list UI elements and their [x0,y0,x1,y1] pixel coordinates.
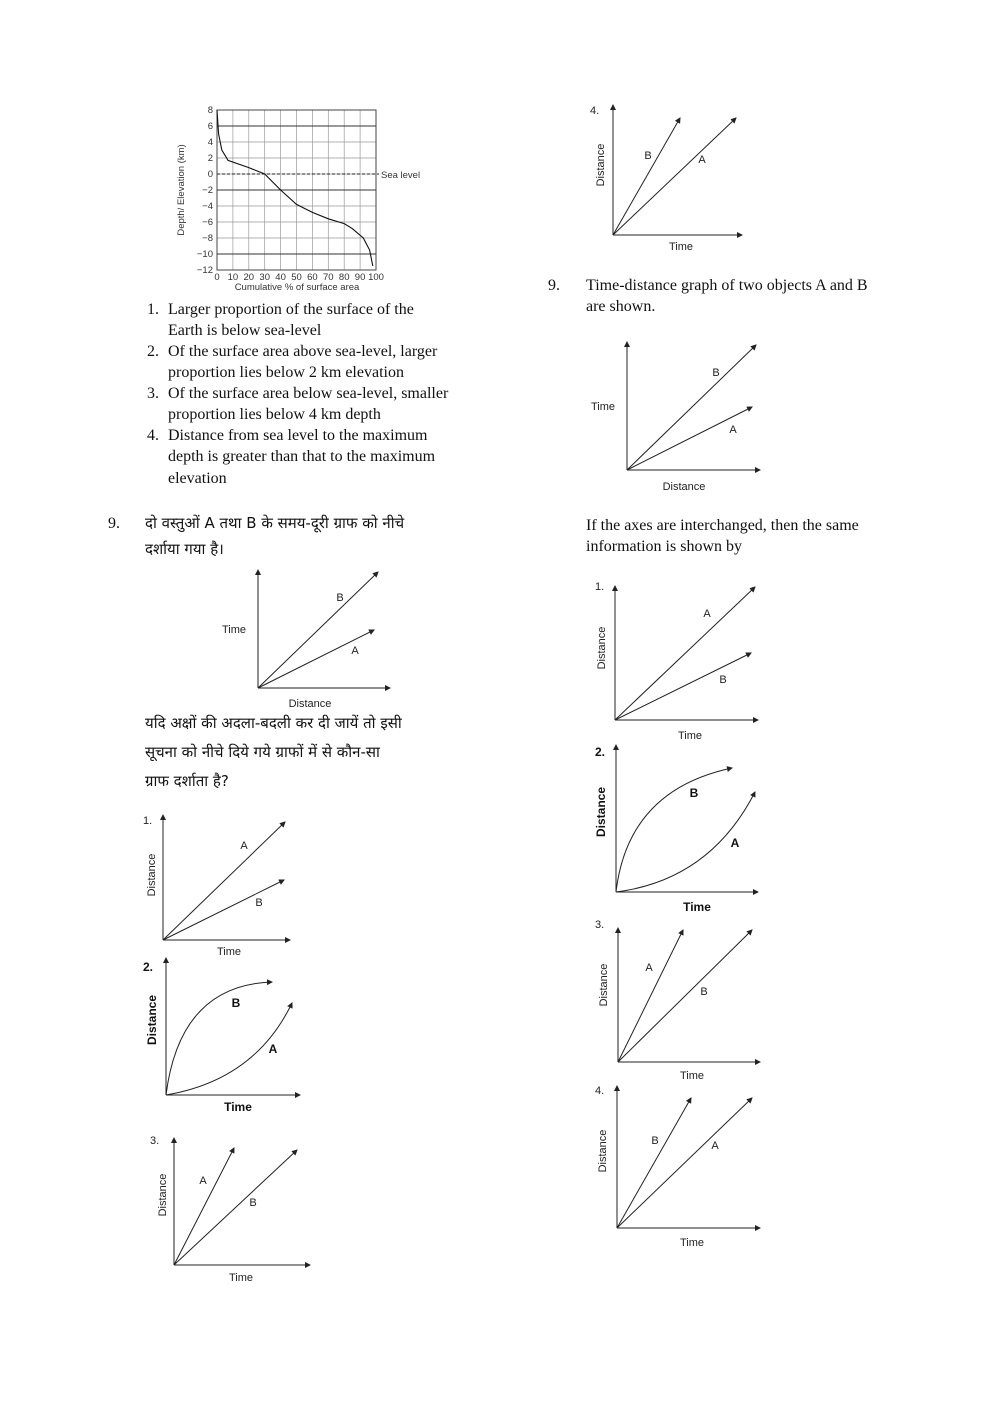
y-axis-label: Distance [146,853,158,897]
label-object-b: B [719,674,727,686]
statement-text: depth is greater than that to the maximum [168,448,436,465]
line-object-a [617,1098,752,1228]
x-axis-label: Cumulative % of surface area [234,282,360,293]
line-object-a [618,930,683,1062]
sea-level-label: Sea level [381,170,421,181]
graph-l-ref [222,570,390,710]
statement-text: elevation [168,470,227,487]
x-tick-label: 90 [354,272,366,283]
y-tick-label: 6 [207,121,213,132]
graph-l-opt1 [143,815,290,958]
question-number: 9. [548,277,560,294]
line-object-b [613,118,680,235]
y-axis-label: Distance [594,786,608,838]
y-tick-label: 0 [207,169,213,180]
x-axis-label: Time [228,1272,254,1284]
y-axis-label: Distance [596,626,608,670]
x-axis-label: Time [224,1100,252,1114]
option-number: 4. [590,105,600,117]
line-object-a [613,118,736,235]
label-object-b: B [249,1197,257,1209]
x-axis-label: Distance [662,481,706,493]
x-axis-label: Distance [288,698,332,710]
line-object-b [174,1150,297,1265]
line-object-b [617,1098,691,1228]
label-object-a: A [729,424,737,436]
x-tick-label: 100 [368,272,384,283]
y-tick-label: −6 [202,217,213,228]
graph-r-top4 [590,105,742,253]
label-object-b: B [700,986,708,998]
statement-list [147,301,449,487]
graph-l-opt3 [150,1135,310,1284]
graph-r-ref [591,342,760,493]
line-object-b [163,880,284,940]
option-number: 2. [595,745,606,759]
line-object-b [616,768,732,892]
y-axis-label: Depth/ Elevation (km) [176,144,187,236]
line-object-a [258,630,374,688]
statement-number: 2. [147,343,159,360]
option-number: 4. [595,1085,605,1097]
y-tick-label: 4 [207,137,213,148]
label-object-a: A [711,1140,719,1152]
statement-text: Larger proportion of the surface of the [168,301,414,318]
x-axis-label: Time [668,241,694,253]
x-tick-label: 50 [291,272,302,283]
x-axis-label: Time [683,900,711,914]
x-axis-label: Time [679,1070,705,1082]
question-text: are shown. [586,298,656,315]
line-object-a [615,587,755,720]
label-object-b: B [255,897,263,909]
x-axis-label: Time [677,730,703,742]
label-object-a: A [730,836,740,850]
statement-number: 3. [147,385,159,402]
graph-l-opt2 [143,958,300,1114]
statement-text: Of the surface area below sea-level, smaller [168,385,449,402]
y-axis-label: Distance [145,994,159,1046]
label-object-b: B [644,150,652,162]
y-tick-label: 8 [207,105,213,116]
label-object-a: A [698,154,706,166]
y-axis-label: Distance [595,143,607,187]
x-tick-label: 20 [243,272,255,283]
data-series-curve [217,110,373,266]
x-tick-label: 30 [259,272,270,283]
line-object-b [615,653,751,720]
line-object-b [618,930,752,1062]
label-object-a: A [645,962,653,974]
x-tick-label: 0 [214,272,220,283]
statement-text: Earth is below sea-level [168,322,322,339]
option-number: 3. [595,919,605,931]
statement-text: Of the surface area above sea-level, larger [168,343,438,360]
label-object-a: A [351,645,359,657]
y-axis-label: Distance [598,963,610,1007]
y-axis-label: Time [221,624,247,636]
line-object-a [174,1148,234,1265]
label-object-a: A [268,1042,278,1056]
label-object-b: B [336,592,344,604]
statement-number: 1. [147,301,159,318]
label-object-b: B [712,367,720,379]
line-object-a [627,407,752,470]
y-tick-label: −8 [202,233,213,244]
question-9-hindi [108,514,405,790]
question-number: 9. [108,515,120,532]
y-tick-label: −4 [202,201,213,212]
graph-r-opt1 [595,581,758,742]
x-axis-label: Time [216,946,242,958]
y-axis-label: Distance [597,1129,609,1173]
question-text: दो वस्तुओं A तथा B के समय-दूरी ग्राफ को नीचे [145,514,405,532]
hypsometric-chart [176,105,420,293]
label-object-a: A [199,1175,207,1187]
y-axis-label: Distance [157,1173,169,1217]
graph-r-opt4 [595,1085,760,1249]
label-object-a: A [703,608,711,620]
question-text: ग्राफ दर्शाता है? [145,772,229,790]
y-tick-label: −10 [196,249,213,260]
question-text: Time-distance graph of two objects A and B [586,277,868,294]
line-object-b [627,345,756,470]
question-text: यदि अक्षों की अदला-बदली कर दी जायें तो इसी [145,714,402,732]
label-object-b: B [651,1135,659,1147]
y-axis-label: Time [590,401,616,413]
option-number: 2. [143,960,154,974]
option-number: 1. [143,815,153,827]
x-tick-label: 70 [323,272,334,283]
option-number: 3. [150,1135,160,1147]
y-tick-label: −2 [202,185,213,196]
question-text: If the axes are interchanged, then the same [586,517,859,534]
statement-text: Distance from sea level to the maximum [168,427,428,444]
x-axis-label: Time [679,1237,705,1249]
y-tick-label: 2 [207,153,213,164]
x-tick-label: 10 [227,272,239,283]
x-tick-label: 40 [275,272,286,283]
question-9-english [548,277,868,555]
y-tick-label: −12 [196,265,213,276]
question-text: दर्शाया गया है। [145,540,224,558]
line-object-a [163,822,285,940]
statement-text: proportion lies below 2 km elevation [168,364,404,381]
line-object-b [258,572,378,688]
label-object-a: A [240,840,248,852]
x-tick-label: 60 [307,272,318,283]
label-object-b: B [231,996,241,1010]
x-tick-label: 80 [338,272,350,283]
option-number: 1. [595,581,605,593]
question-text: information is shown by [586,538,742,555]
statement-text: proportion lies below 4 km depth [168,406,381,423]
graph-r-opt3 [595,919,760,1082]
label-object-b: B [689,786,699,800]
statement-number: 4. [147,427,159,444]
question-text: सूचना को नीचे दिये गये ग्राफों में से कौन-सा [145,743,380,761]
graph-r-opt2 [594,745,758,914]
